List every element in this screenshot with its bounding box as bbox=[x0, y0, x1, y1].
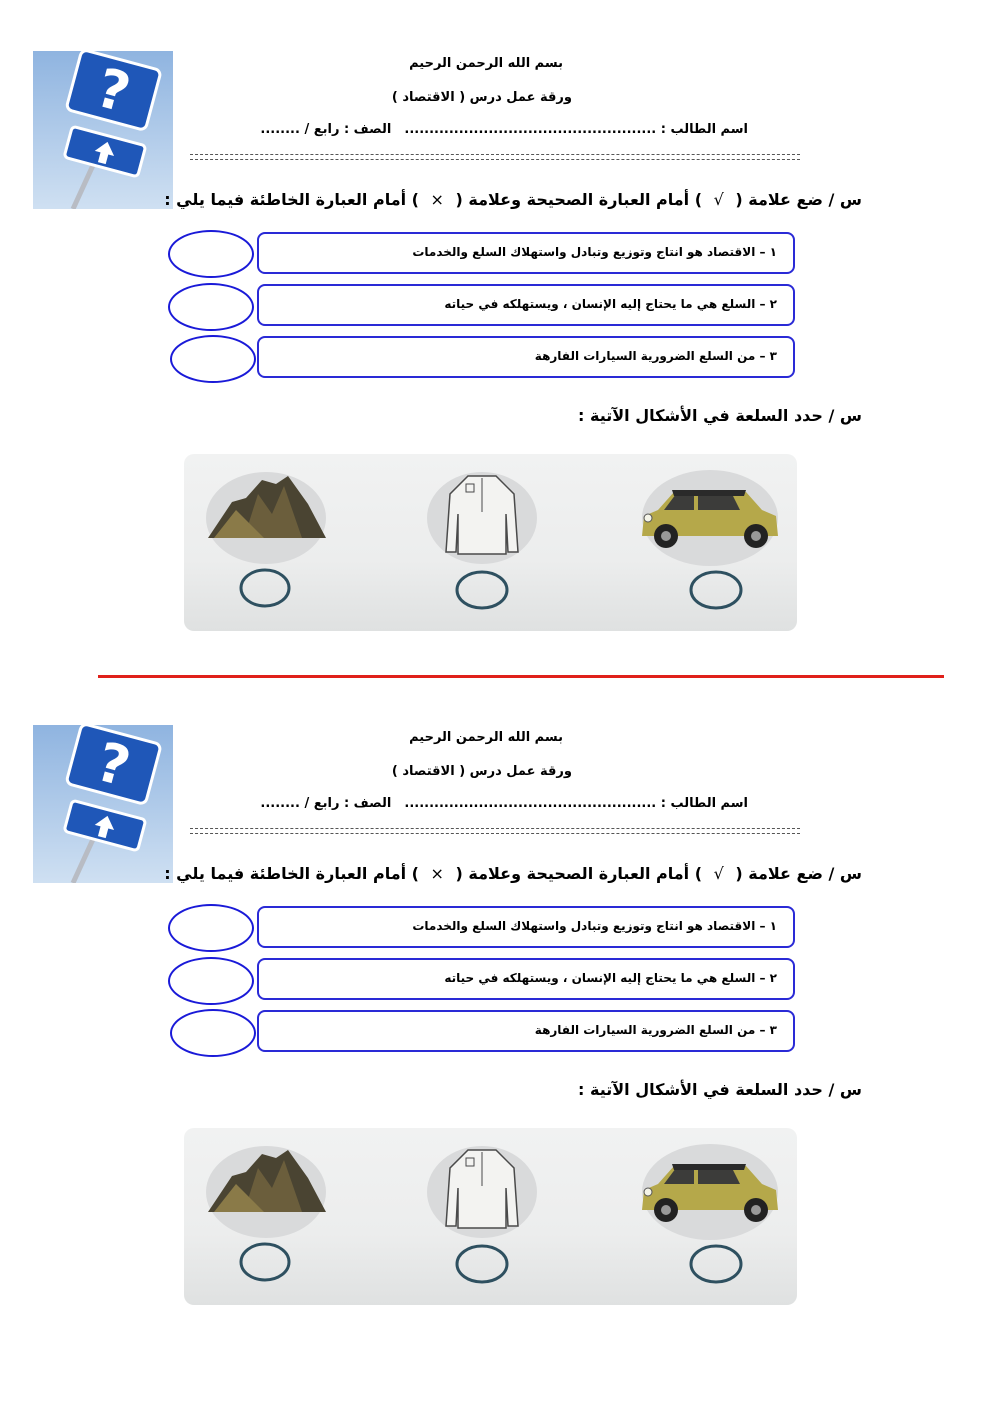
answer-oval-3[interactable] bbox=[170, 1009, 256, 1057]
svg-text:?: ? bbox=[90, 55, 137, 125]
goods-pictures-panel bbox=[184, 1128, 797, 1305]
grade-label: الصف : رابع / bbox=[304, 122, 392, 137]
student-name-field[interactable]: ................................................... bbox=[404, 122, 657, 137]
mountain-picture bbox=[206, 472, 326, 564]
question-1-prompt: س / ضع علامة ( √ ) أمام العبارة الصحيحة وعلامة ( × ) أمام العبارة الخاطئة فيما يلي : bbox=[164, 190, 862, 209]
question-2-prompt: س / حدد السلعة في الأشكال الآتية : bbox=[578, 406, 862, 425]
goods-pictures-panel bbox=[184, 454, 797, 631]
thobe-garment-picture bbox=[427, 1146, 537, 1238]
cut-divider-line bbox=[98, 675, 944, 678]
student-name-label: اسم الطالب : bbox=[660, 122, 748, 137]
worksheet-title: ورقة عمل درس ( الاقتصاد ) bbox=[391, 90, 572, 105]
basmala: بسم الله الرحمن الرحيم bbox=[409, 730, 563, 745]
car-picture bbox=[642, 1144, 778, 1240]
grade-label: الصف : رابع / bbox=[304, 796, 392, 811]
statement-3: ٣ – من السلع الضرورية السيارات الفارهة bbox=[257, 1010, 795, 1052]
answer-oval-2[interactable] bbox=[168, 283, 254, 331]
student-info-row bbox=[260, 122, 748, 137]
worksheet-2 bbox=[0, 714, 992, 1354]
statement-2: ٢ – السلع هي ما يحتاج إليه الإنسان ، ويستهلكه في حياته bbox=[257, 284, 795, 326]
picture-answer-circle-1[interactable] bbox=[241, 570, 289, 606]
question-sign-icon bbox=[33, 725, 173, 883]
student-name-field[interactable]: ................................................... bbox=[404, 796, 657, 811]
check-mark-symbol: √ bbox=[713, 190, 724, 209]
answer-oval-2[interactable] bbox=[168, 957, 254, 1005]
answer-oval-1[interactable] bbox=[168, 904, 254, 952]
header-separator bbox=[190, 828, 800, 834]
picture-answer-circle-3[interactable] bbox=[691, 572, 741, 608]
picture-answer-circle-1[interactable] bbox=[241, 1244, 289, 1280]
student-info-row bbox=[260, 796, 748, 811]
worksheet-title: ورقة عمل درس ( الاقتصاد ) bbox=[391, 764, 572, 779]
header-separator bbox=[190, 154, 800, 160]
statement-2: ٢ – السلع هي ما يحتاج إليه الإنسان ، ويستهلكه في حياته bbox=[257, 958, 795, 1000]
picture-answer-circle-3[interactable] bbox=[691, 1246, 741, 1282]
thobe-garment-picture bbox=[427, 472, 537, 564]
cross-mark-symbol: × bbox=[430, 190, 444, 209]
answer-oval-1[interactable] bbox=[168, 230, 254, 278]
mountain-picture bbox=[206, 1146, 326, 1238]
answer-oval-3[interactable] bbox=[170, 335, 256, 383]
car-picture bbox=[642, 470, 778, 566]
picture-answer-circle-2[interactable] bbox=[457, 1246, 507, 1282]
question-2-prompt: س / حدد السلعة في الأشكال الآتية : bbox=[578, 1080, 862, 1099]
student-name-label: اسم الطالب : bbox=[660, 796, 748, 811]
worksheet-1 bbox=[0, 40, 992, 680]
statement-1: ١ – الاقتصاد هو انتاج وتوزيع وتبادل واستهلاك السلع والخدمات bbox=[257, 906, 795, 948]
picture-answer-circle-2[interactable] bbox=[457, 572, 507, 608]
check-mark-symbol: √ bbox=[713, 864, 724, 883]
question-1-prompt: س / ضع علامة ( √ ) أمام العبارة الصحيحة وعلامة ( × ) أمام العبارة الخاطئة فيما يلي : bbox=[164, 864, 862, 883]
statement-1: ١ – الاقتصاد هو انتاج وتوزيع وتبادل واستهلاك السلع والخدمات bbox=[257, 232, 795, 274]
basmala: بسم الله الرحمن الرحيم bbox=[409, 56, 563, 71]
svg-text:?: ? bbox=[90, 729, 137, 799]
grade-field[interactable]: ........ bbox=[260, 796, 300, 811]
question-sign-icon bbox=[33, 51, 173, 209]
statement-3: ٣ – من السلع الضرورية السيارات الفارهة bbox=[257, 336, 795, 378]
grade-field[interactable]: ........ bbox=[260, 122, 300, 137]
cross-mark-symbol: × bbox=[430, 864, 444, 883]
